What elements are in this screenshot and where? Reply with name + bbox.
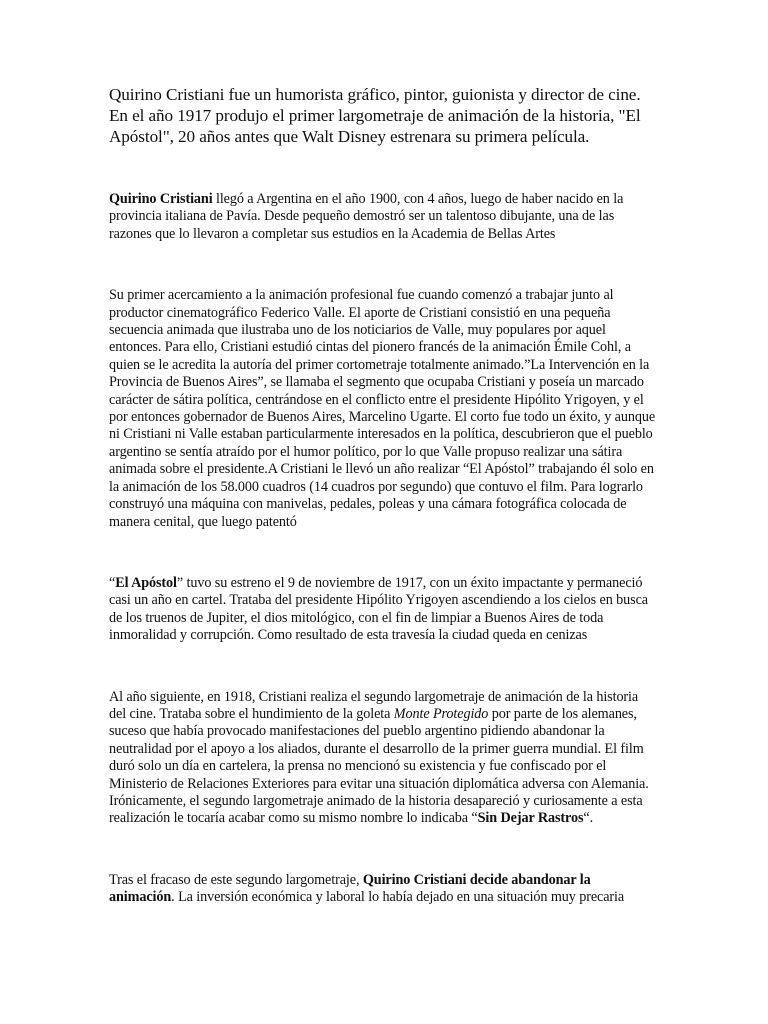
- bold-film-title: El Apóstol: [115, 574, 177, 591]
- paragraph-second-film: [109, 689, 657, 828]
- paragraph-text-b: . La inversión económica y laboral lo había dejado en una situación muy precaria: [171, 889, 625, 906]
- paragraph-abandon: [109, 872, 657, 907]
- paragraph-text-a: Tras el fracaso de este segundo largometraje,: [109, 871, 363, 888]
- open-quote: “: [109, 574, 116, 591]
- paragraph-text-b: por parte de los alemanes, suceso que había provocado manifestaciones del pueblo argentino pidiendo abandonar la neutralidad por el apoyo a los aliados, durante el desarrollo de la primer guerra mundial. El film duró solo un día en cartelera, la prensa no mencionó su existencia y fue confiscado por el Ministerio de Relaciones Exteriores para evitar una situación diplomática adversa con Alemania. Irónicamente, el segundo largometraje animado de la historia desapareció y curiosamente a esta realización le tocaría acabar como su mismo nombre lo indicaba “: [109, 705, 649, 827]
- bold-name: Quirino Cristiani: [109, 191, 213, 207]
- bold-phrase: Quirino Cristiani decide abandonar la animación: [109, 871, 591, 906]
- bold-film-title: Sin Dejar Rastros: [477, 810, 584, 827]
- intro-paragraph: Quirino Cristiani fue un humorista gráfico, pintor, guionista y director de cine. En el año 1917 produjo el primer largometraje de animación de la historia, "El Apóstol", 20 años antes que Walt Disney estrenara su primera película.: [109, 85, 641, 146]
- paragraph-el-apostol: [109, 575, 657, 645]
- paragraph-text-c: “.: [583, 810, 594, 827]
- paragraph-first-animation: [109, 287, 657, 531]
- paragraph-text: llegó a Argentina en el año 1900, con 4 años, luego de haber nacido en la provincia italiana de Pavía. Desde pequeño demostró ser un talentoso dibujante, una de las razones que lo llevaron a completar sus estudios en la Academia de Bellas Artes: [109, 191, 624, 242]
- document-page: [109, 84, 657, 907]
- paragraph-text-a: Al año siguiente, en 1918, Cristiani realiza el segundo largometraje de animación de la historia del cine. Trataba sobre el hundimiento de la goleta: [109, 688, 639, 722]
- paragraph-text: Su primer acercamiento a la animación profesional fue cuando comenzó a trabajar junto al productor cinematográfico Federico Valle. El aporte de Cristiani consistió en una pequeña secuencia animada que ilustraba uno de los noticiarios de Valle, muy populares por aquel entonces. Para ello, Cristiani estudió cintas del pionero francés de la animación Émile Cohl, a quien se le acredita la autoría del primer cortometraje totalmente animado.”La Intervención en la Provincia de Buenos Aires”, se llamaba el segmento que ocupaba Cristiani y poseía un marcado carácter de sátira política, centrándose en el conflicto entre el presidente Hipólito Yrigoyen, y el por entonces gobernador de Buenos Aires, Marcelino Ugarte. El corto fue todo un éxito, y aunque ni Cristiani ni Valle estaban particularmente interesados en la política, descubrieron que el pueblo argentino se sentía atraído por el humor político, por lo que Valle propuso realizar una sátira animada sobre el presidente.A Cristiani le llevó un año realizar “El Apóstol” trabajando él solo en la animación de los 58.000 cuadros (14 cuadros por segundo) que contuvo el film. Para lograrlo construyó una máquina con manivelas, pedales, poleas y una cámara fotográfica colocada de manera cenital, que luego patentó: [109, 287, 656, 530]
- paragraph-text: ” tuvo su estreno el 9 de noviembre de 1917, con un éxito impactante y permaneció casi un año en cartel. Trataba del presidente Hipólito Yrigoyen ascendiendo a los cielos en busca de los truenos de Jupiter, el dios mitológico, con el fin de limpiar a Buenos Aires de toda inmoralidad y corrupción. Como resultado de esta travesía la ciudad queda en cenizas: [109, 574, 648, 644]
- paragraph-arrival: [109, 191, 657, 243]
- italic-ship-name: Monte Protegido: [393, 705, 489, 722]
